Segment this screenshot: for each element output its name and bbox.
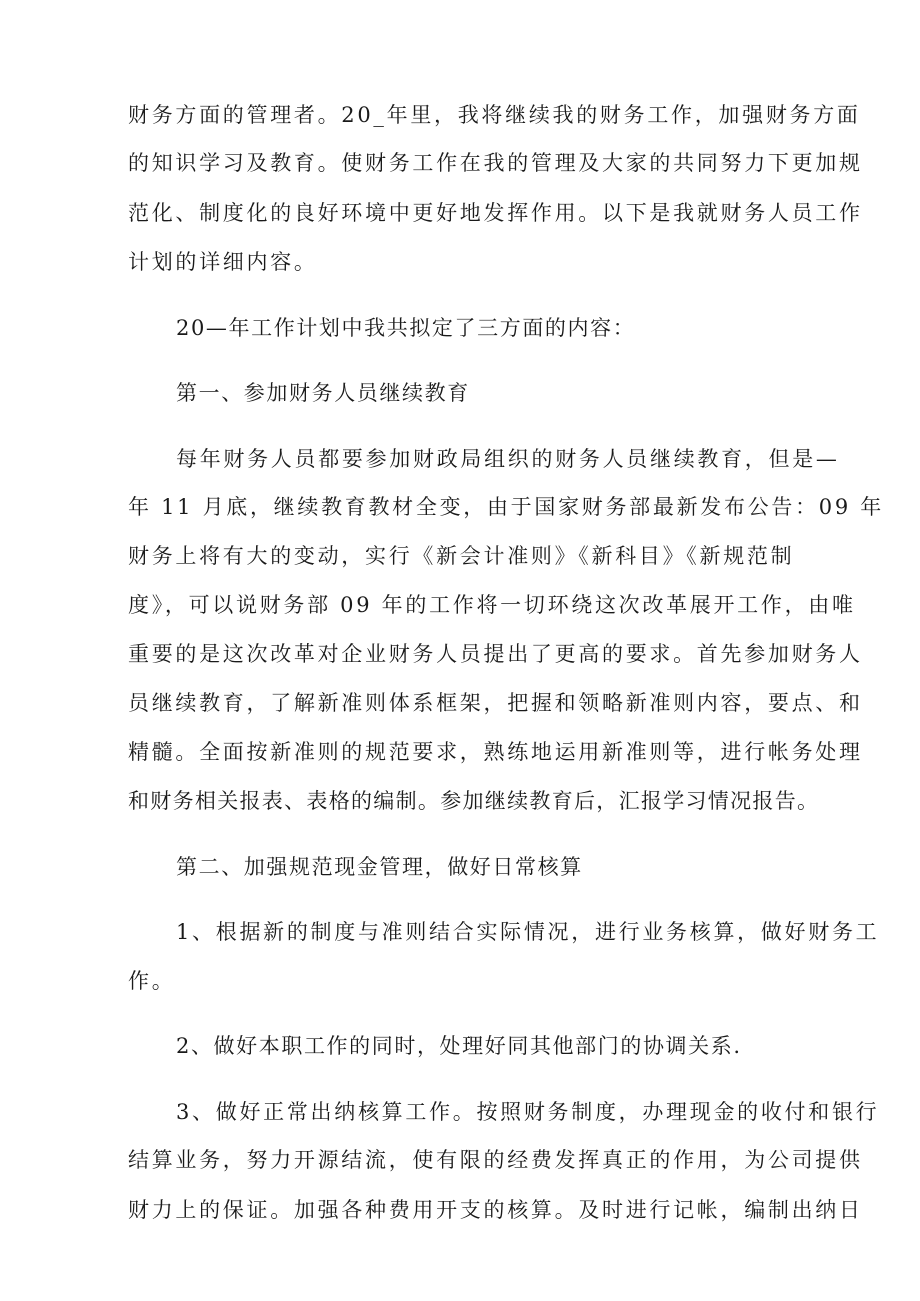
section-1-line-5: 重要的是这次改革对企业财务人员提出了更高的要求。首先参加财务人	[128, 642, 863, 666]
paragraph-intro-line-1: 财务方面的管理者。20_年里，我将继续我的财务工作，加强财务方面	[128, 103, 861, 127]
section-1-line-2: 年 11 月底，继续教育教材全变，由于国家财务部最新发布公告：09 年	[128, 495, 884, 519]
item-3-line-3: 财力上的保证。加强各种费用开支的核算。及时进行记帐，编制出纳日	[128, 1198, 863, 1222]
paragraph-intro-line-3: 范化、制度化的良好环境中更好地发挥作用。以下是我就财务人员工作	[128, 201, 863, 225]
section-1-line-1: 每年财务人员都要参加财政局组织的财务人员继续教育，但是—	[176, 447, 840, 471]
section-heading-2: 第二、加强规范现金管理，做好日常核算	[176, 855, 583, 879]
section-1-line-3: 财务上将有大的变动，实行《新会计准则》《新科目》《新规范制	[128, 544, 795, 568]
item-3-line-1: 3、做好正常出纳核算工作。按照财务制度，办理现金的收付和银行	[176, 1100, 880, 1124]
item-3-line-2: 结算业务，努力开源结流，使有限的经费发挥真正的作用，为公司提供	[128, 1148, 863, 1172]
section-1-line-4: 度》，可以说财务部 09 年的工作将一切环绕这次改革展开工作，由唯	[128, 593, 856, 617]
item-2-line-1: 2、做好本职工作的同时，处理好同其他部门的协调关系.	[176, 1034, 742, 1058]
paragraph-intro-line-2: 的知识学习及教育。使财务工作在我的管理及大家的共同努力下更加规	[128, 151, 863, 175]
section-1-line-8: 和财务相关报表、表格的编制。参加继续教育后，汇报学习情况报告。	[128, 789, 820, 813]
section-1-line-7: 精髓。全面按新准则的规范要求，熟练地运用新准则等，进行帐务处理	[128, 740, 863, 764]
item-1-line-1: 1、根据新的制度与准则结合实际情况，进行业务核算，做好财务工	[176, 920, 880, 944]
plan-summary-line: 20—年工作计划中我共拟定了三方面的内容：	[176, 316, 636, 340]
section-heading-1: 第一、参加财务人员继续教育	[176, 381, 470, 405]
item-1-line-2: 作。	[128, 969, 176, 993]
section-1-line-6: 员继续教育，了解新准则体系框架，把握和领略新准则内容，要点、和	[128, 691, 863, 715]
paragraph-intro-line-4: 计划的详细内容。	[128, 250, 318, 274]
